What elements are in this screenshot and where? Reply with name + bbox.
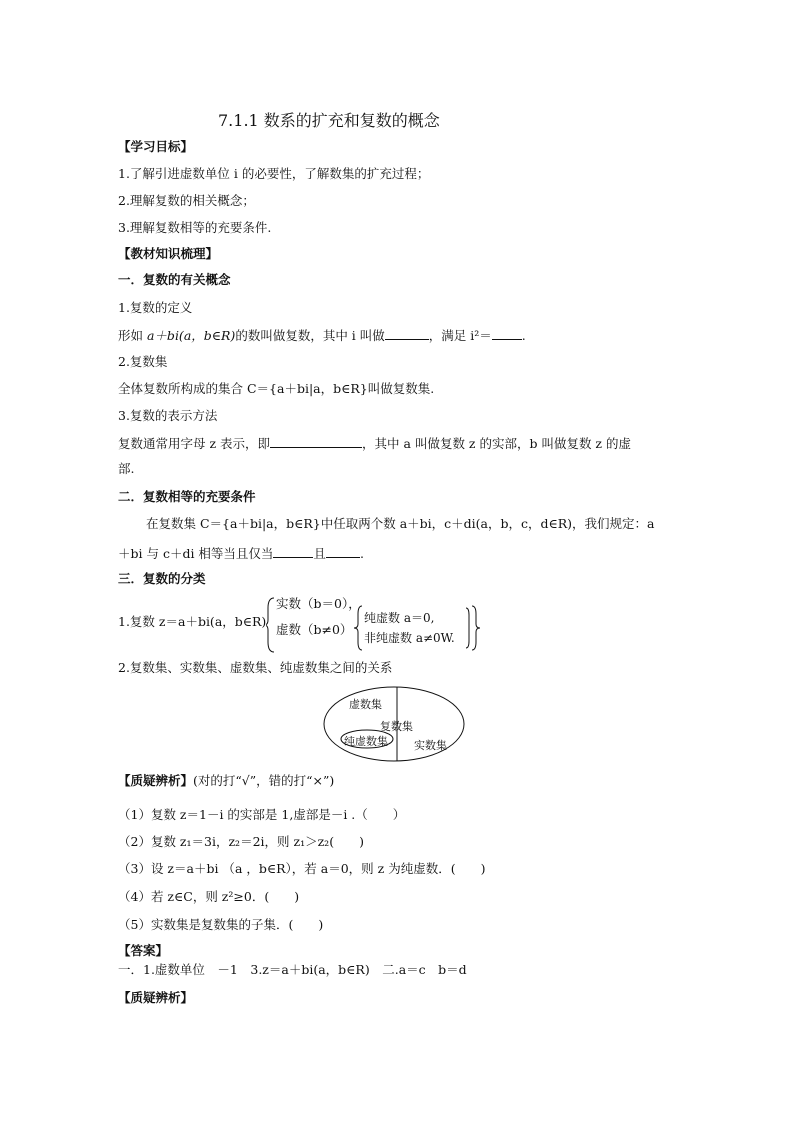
definition-text-a: 形如 [118, 328, 147, 343]
representation-cont: 部. [118, 461, 135, 476]
class-pure-imaginary: 纯虚数 a＝0, [364, 611, 435, 625]
fill-blank[interactable] [492, 327, 522, 340]
class-real: 实数（b＝0）， [276, 596, 361, 611]
representation-text-b: ，其中 a 叫做复数 z 的实部，b 叫做复数 z 的虚 [362, 436, 631, 451]
fill-blank[interactable] [326, 545, 360, 558]
quiz-item-4: （4）若 z∈C，则 z²≥0．( ) [118, 889, 300, 904]
venn-label-imaginary: 虚数集 [349, 698, 382, 711]
classification-lead: 1.复数 z＝a＋bi(a，b∈R) [118, 614, 267, 629]
fill-blank[interactable] [270, 435, 362, 448]
answer-line: 一．1.虚数单位 －1 3.z＝a＋bi(a，b∈R) 二.a＝c b＝d [118, 962, 467, 977]
fill-blank[interactable] [385, 327, 429, 340]
goal-3: 3.理解复数相等的充要条件. [118, 220, 272, 235]
venn-label-complex: 复数集 [380, 720, 413, 733]
subsection-definition: 1.复数的定义 [118, 300, 193, 315]
relation-heading: 2.复数集、实数集、虚数集、纯虚数集之间的关系 [118, 660, 393, 675]
class-non-pure-imaginary: 非纯虚数 a≠0W. [364, 631, 455, 645]
subsection-representation: 3.复数的表示方法 [118, 408, 218, 423]
equality-text-c: 且 [313, 546, 326, 561]
quiz-item-3: （3）设 z＝a＋bi （a ，b∈R），若 a＝0，则 z 为纯虚数．( ) [118, 861, 486, 876]
section-3-heading: 三．复数的分类 [118, 571, 206, 586]
fill-blank[interactable] [273, 545, 313, 558]
definition-text-b: 的数叫做复数，其中 i 叫做 [235, 328, 385, 343]
section-1-heading: 一．复数的有关概念 [118, 272, 231, 287]
definition-text-c: ，满足 i²＝ [428, 328, 492, 343]
equality-line-2 [118, 545, 364, 562]
page-title: 7.1.1 数系的扩充和复数的概念 [218, 111, 440, 130]
venn-label-pure: 纯虚数集 [344, 735, 388, 748]
subsection-complex-set: 2.复数集 [118, 354, 168, 369]
equality-text-b: ＋bi 与 c＋di 相等当且仅当 [118, 546, 274, 561]
definition-end: . [521, 328, 526, 343]
knowledge-heading: 【教材知识梳理】 [118, 246, 219, 261]
representation-text-a: 复数通常用字母 z 表示，即 [118, 436, 271, 451]
definition-expression: a＋bi(a，b∈R) [146, 328, 236, 343]
quiz-heading: 【质疑辨析】 [118, 773, 194, 788]
answer-heading: 【答案】 [118, 943, 169, 958]
goal-1: 1.了解引进虚数单位 i 的必要性，了解数集的扩充过程； [118, 166, 430, 181]
goals-heading: 【学习目标】 [118, 139, 194, 154]
quiz-hint: (对的打“√”，错的打“×”) [193, 773, 335, 788]
complex-set-text: 全体复数所构成的集合 C＝{a＋bi|a，b∈R}叫做复数集. [118, 381, 435, 396]
equality-end: . [359, 546, 364, 561]
equality-line-1: 在复数集 C＝{a＋bi|a，b∈R}中任取两个数 a＋bi，c＋di(a，b，c，d∈R)，我们规定：a [146, 516, 655, 531]
section-2-heading: 二．复数相等的充要条件 [118, 489, 256, 504]
goal-2: 2.理解复数的相关概念； [118, 193, 255, 208]
quiz-item-1: （1）复数 z＝1－i 的实部是 1,虚部是－i .（ ） [118, 807, 406, 822]
quiz-heading-line [118, 773, 334, 789]
answer-quiz-heading: 【质疑辨析】 [118, 990, 194, 1005]
quiz-item-2: （2）复数 z₁＝3i，z₂＝2i，则 z₁＞z₂( ) [118, 834, 364, 849]
class-imaginary: 虚数（b≠0） [276, 622, 353, 637]
definition-line [118, 327, 526, 344]
venn-label-real: 实数集 [414, 739, 447, 752]
representation-line [118, 435, 631, 452]
quiz-item-5: （5）实数集是复数集的子集．( ) [118, 917, 324, 932]
